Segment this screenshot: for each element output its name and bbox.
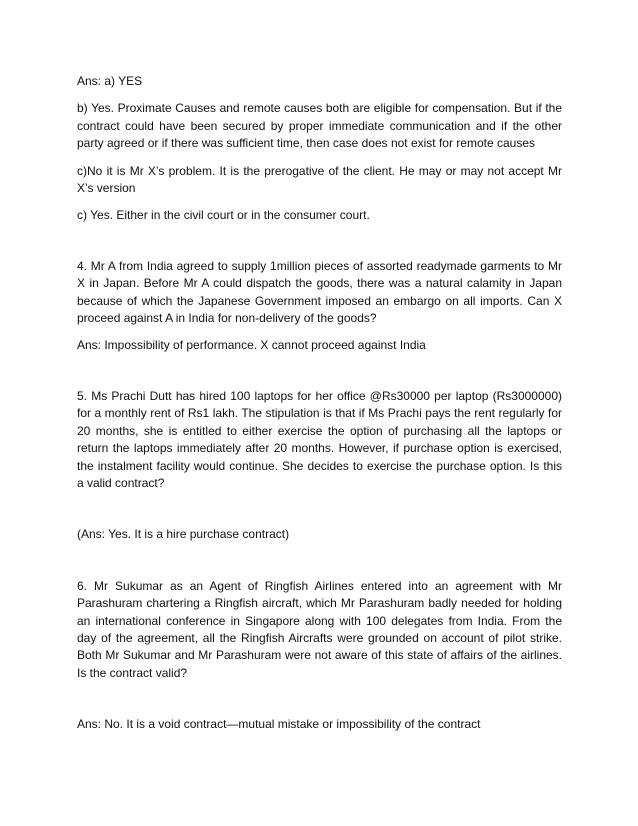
spacer: [77, 327, 562, 337]
question-6: 6. Mr Sukumar as an Agent of Ringfish Airlines entered into an agreement with Mr Parashuram chartering a Ringfish aircraft, which Mr Parashuram badly needed for holding an international conference in Singapore along with 100 delegates from India. From the day of the agreement, all the Ringfish Aircrafts were grounded on account of pilot strike. Both Mr Sukumar and Mr Parashuram were not aware of this state of affairs of the airlines. Is the contract valid?: [77, 578, 562, 680]
spacer: [77, 492, 562, 526]
answer-5: (Ans: Yes. It is a hire purchase contract): [77, 527, 290, 542]
spacer: [77, 197, 562, 207]
answer-c1: c)No it is Mr X’s problem. It is the prerogative of the client. He may or may not accept Mr X’s version: [77, 163, 562, 196]
spacer: [77, 544, 562, 578]
answer-a: Ans: a) YES: [77, 74, 143, 88]
spacer: [77, 153, 562, 163]
answer-4: Ans: Impossibility of performance. X cannot proceed against India: [77, 338, 426, 353]
question-5: 5. Ms Prachi Dutt has hired 100 laptops for her office @Rs30000 per laptop (Rs3000000) for a monthly rent of Rs1 lakh. The stipulation is that if Ms Prachi pays the rent regularly for 20 months, she is entitled to either exercise the option of purchasing all the laptops or return the laptops immediately after 20 months. However, if purchase option is exercised, the instalment facility would continue. She decides to exercise the purchase option. Is this a valid contract?: [77, 388, 562, 490]
answer-c2: c) Yes. Either in the civil court or in the consumer court.: [77, 208, 370, 223]
spacer: [77, 225, 562, 258]
spacer: [77, 355, 562, 388]
document-body: [77, 73, 562, 734]
spacer: [77, 90, 562, 100]
answer-b: b) Yes. Proximate Causes and remote causes both are eligible for compensation. But if the contract could have been secured by proper immediate communication and if the other party agreed or if there was sufficient time, then case does not exist for remote causes: [77, 101, 562, 151]
spacer: [77, 682, 562, 716]
question-4: 4. Mr A from India agreed to supply 1million pieces of assorted readymade garments to Mr X in Japan. Before Mr A could dispatch the goods, there was a natural calamity in Japan because of which the Japanese Government imposed an embargo on all imports. Can X proceed against A in India for non-delivery of the goods?: [77, 258, 562, 326]
answer-6: Ans: No. It is a void contract—mutual mistake or impossibility of the contract: [77, 717, 481, 732]
